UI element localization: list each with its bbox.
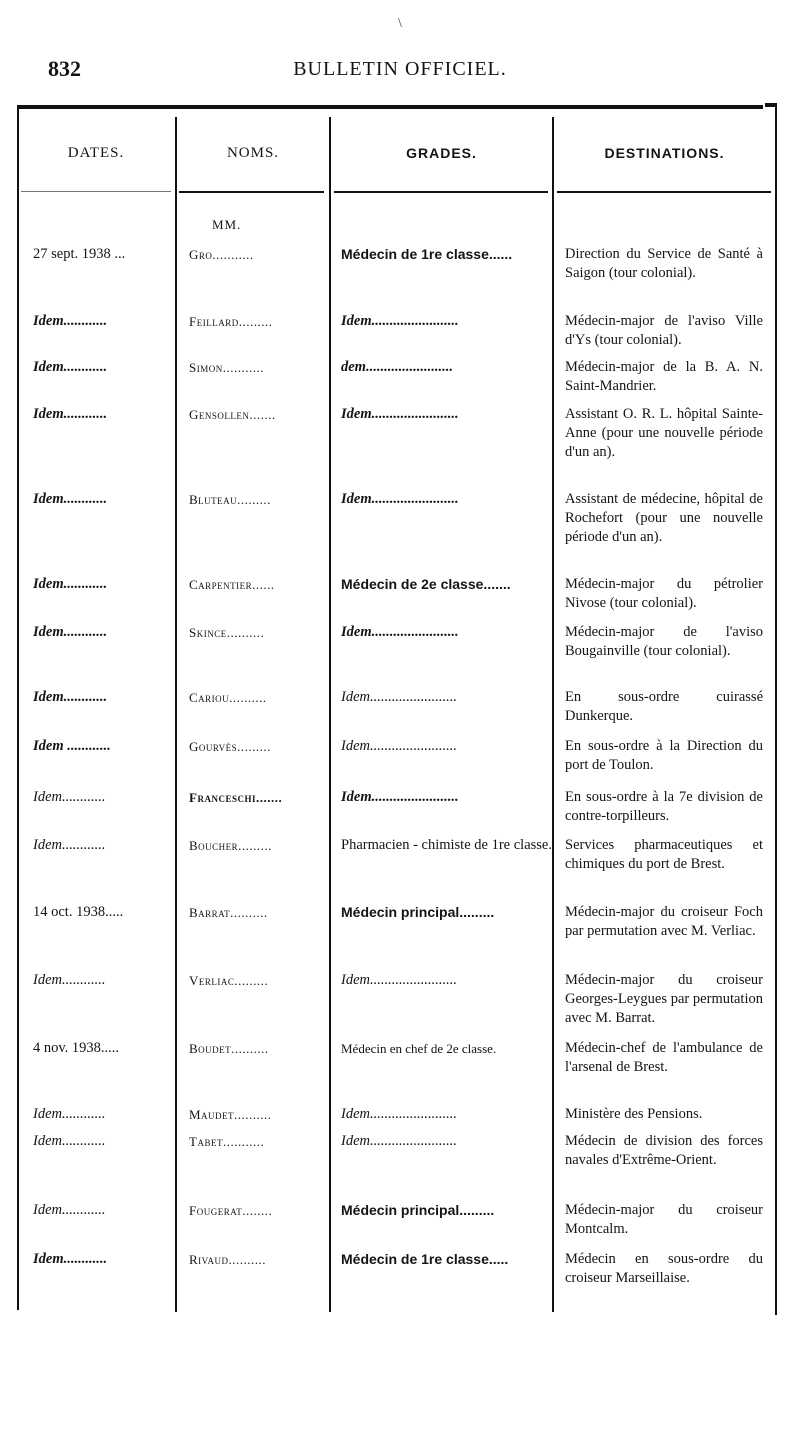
grade-cell: Idem........................	[341, 406, 459, 422]
grade-cell: Idem........................	[341, 972, 457, 988]
destination-cell: Médecin-chef de l'ambulance de l'arsenal de Brest.	[565, 1040, 763, 1075]
destination-cell: Médecin en sous-ordre du croiseur Marseillaise.	[565, 1251, 763, 1286]
date-cell: Idem............	[33, 359, 108, 375]
grade-cell: Idem........................	[341, 624, 459, 640]
name-cell: Cariou..........	[189, 690, 267, 705]
column-rule-names	[329, 117, 331, 1312]
destination-cell: Médecin-major de la B. A. N. Saint-Mandrier.	[565, 359, 763, 394]
mm-label: MM.	[212, 217, 242, 232]
grade-cell: Idem........................	[341, 491, 459, 507]
destination-cell: Assistant de médecine, hôpital de Rochefort (pour une nouvelle période d'un an).	[565, 491, 763, 545]
destination-cell: Direction du Service de Santé à Saigon (tour colonial).	[565, 246, 763, 281]
name-cell: Verliac.........	[189, 973, 269, 988]
grade-cell: Idem........................	[341, 1133, 457, 1149]
header-rule-names	[179, 191, 324, 193]
destination-cell: Assistant O. R. L. hôpital Sainte-Anne (pour une nouvelle période d'un an).	[565, 406, 763, 460]
name-cell: Gensollen.......	[189, 407, 276, 422]
destination-cell: Médecin de division des forces navales d'Extrême-Orient.	[565, 1133, 763, 1168]
appointments-table	[17, 105, 779, 1315]
name-cell: Maudet..........	[189, 1107, 272, 1122]
destination-cell: En sous-ordre à la 7e division de contre-torpilleurs.	[565, 789, 763, 824]
name-cell: Barrat..........	[189, 905, 268, 920]
destination-cell: En sous-ordre à la Direction du port de Toulon.	[565, 738, 763, 773]
name-cell: Boudet..........	[189, 1041, 269, 1056]
name-cell: Gourvès.........	[189, 739, 271, 754]
date-cell: Idem............	[33, 789, 106, 805]
column-header-destinations: DESTINATIONS.	[604, 145, 725, 161]
tick-mark: \	[398, 16, 402, 31]
grade-cell: Médecin principal.........	[341, 904, 495, 920]
running-head: BULLETIN OFFICIEL.	[293, 58, 507, 80]
grade-cell: Idem........................	[341, 789, 459, 805]
name-cell: Fougerat........	[189, 1203, 273, 1218]
destination-cell: Médecin-major du croiseur Foch par permutation avec M. Verliac.	[565, 904, 763, 939]
name-cell: Simon...........	[189, 360, 264, 375]
header-rule-grades	[334, 191, 548, 193]
grade-cell: Idem........................	[341, 738, 457, 754]
column-header-grades: GRADES.	[406, 145, 477, 161]
header-rule-dates	[21, 191, 171, 192]
date-cell: 27 sept. 1938 ...	[33, 246, 126, 262]
name-cell: Bluteau.........	[189, 492, 271, 507]
grade-cell: Médecin de 1re classe......	[341, 246, 513, 262]
column-rule-left	[17, 105, 19, 1310]
name-cell: Rivaud..........	[189, 1252, 267, 1267]
date-cell: Idem............	[33, 406, 108, 422]
column-header-noms: NOMS.	[226, 145, 280, 161]
destination-cell: En sous-ordre cuirassé Dunkerque.	[565, 689, 763, 724]
name-cell: Boucher.........	[189, 838, 272, 853]
top-rule	[17, 105, 763, 109]
date-cell: Idem............	[33, 1133, 106, 1149]
date-cell: 14 oct. 1938.....	[33, 904, 124, 920]
date-cell: Idem............	[33, 837, 106, 853]
date-cell: Idem............	[33, 972, 106, 988]
name-cell: Feillard.........	[189, 314, 273, 329]
grade-cell: Médecin principal.........	[341, 1202, 495, 1218]
destination-cell: Médecin-major du croiseur Georges-Leygues par permutation avec M. Barrat.	[565, 972, 763, 1026]
date-cell: Idem............	[33, 313, 108, 329]
date-cell: Idem............	[33, 624, 108, 640]
grade-cell: Idem........................	[341, 1106, 457, 1122]
grade-cell: dem........................	[341, 359, 453, 375]
page-number: 832	[48, 56, 81, 81]
date-cell: Idem............	[33, 576, 108, 592]
destination-cell: Médecin-major de l'aviso Ville d'Ys (tour colonial).	[565, 313, 763, 348]
column-rule-right	[775, 105, 777, 1315]
name-cell: Skince..........	[189, 625, 265, 640]
grade-cell: Médecin de 1re classe.....	[341, 1251, 509, 1267]
name-cell: Franceschi.......	[189, 790, 283, 805]
grade-cell: Médecin de 2e classe.......	[341, 576, 511, 592]
date-cell: Idem............	[33, 491, 108, 507]
date-cell: Idem............	[33, 1106, 106, 1122]
destination-cell: Médecin-major de l'aviso Bougainville (tour colonial).	[565, 624, 763, 659]
name-cell: Carpentier......	[189, 577, 275, 592]
destination-cell: Services pharmaceutiques et chimiques du port de Brest.	[565, 837, 763, 872]
destination-cell: Ministère des Pensions.	[565, 1106, 703, 1122]
date-cell: Idem............	[33, 1251, 108, 1267]
grade-cell: Médecin en chef de 2e classe.	[341, 1041, 497, 1056]
date-cell: Idem............	[33, 689, 108, 705]
grade-cell: Idem........................	[341, 689, 457, 705]
date-cell: 4 nov. 1938.....	[33, 1040, 120, 1056]
name-cell: Tabet...........	[189, 1134, 265, 1149]
destination-cell: Médecin-major du pétrolier Nivose (tour colonial).	[565, 576, 763, 611]
header-rule-dest	[557, 191, 771, 193]
grade-cell: Idem........................	[341, 313, 459, 329]
date-cell: Idem............	[33, 1202, 106, 1218]
grade-cell: Pharmacien - chimiste de 1re classe.	[341, 837, 552, 853]
destination-cell: Médecin-major du croiseur Montcalm.	[565, 1202, 763, 1237]
date-cell: Idem ............	[33, 738, 111, 754]
column-header-dates: DATES.	[67, 145, 125, 161]
name-cell: Gro...........	[189, 247, 254, 262]
